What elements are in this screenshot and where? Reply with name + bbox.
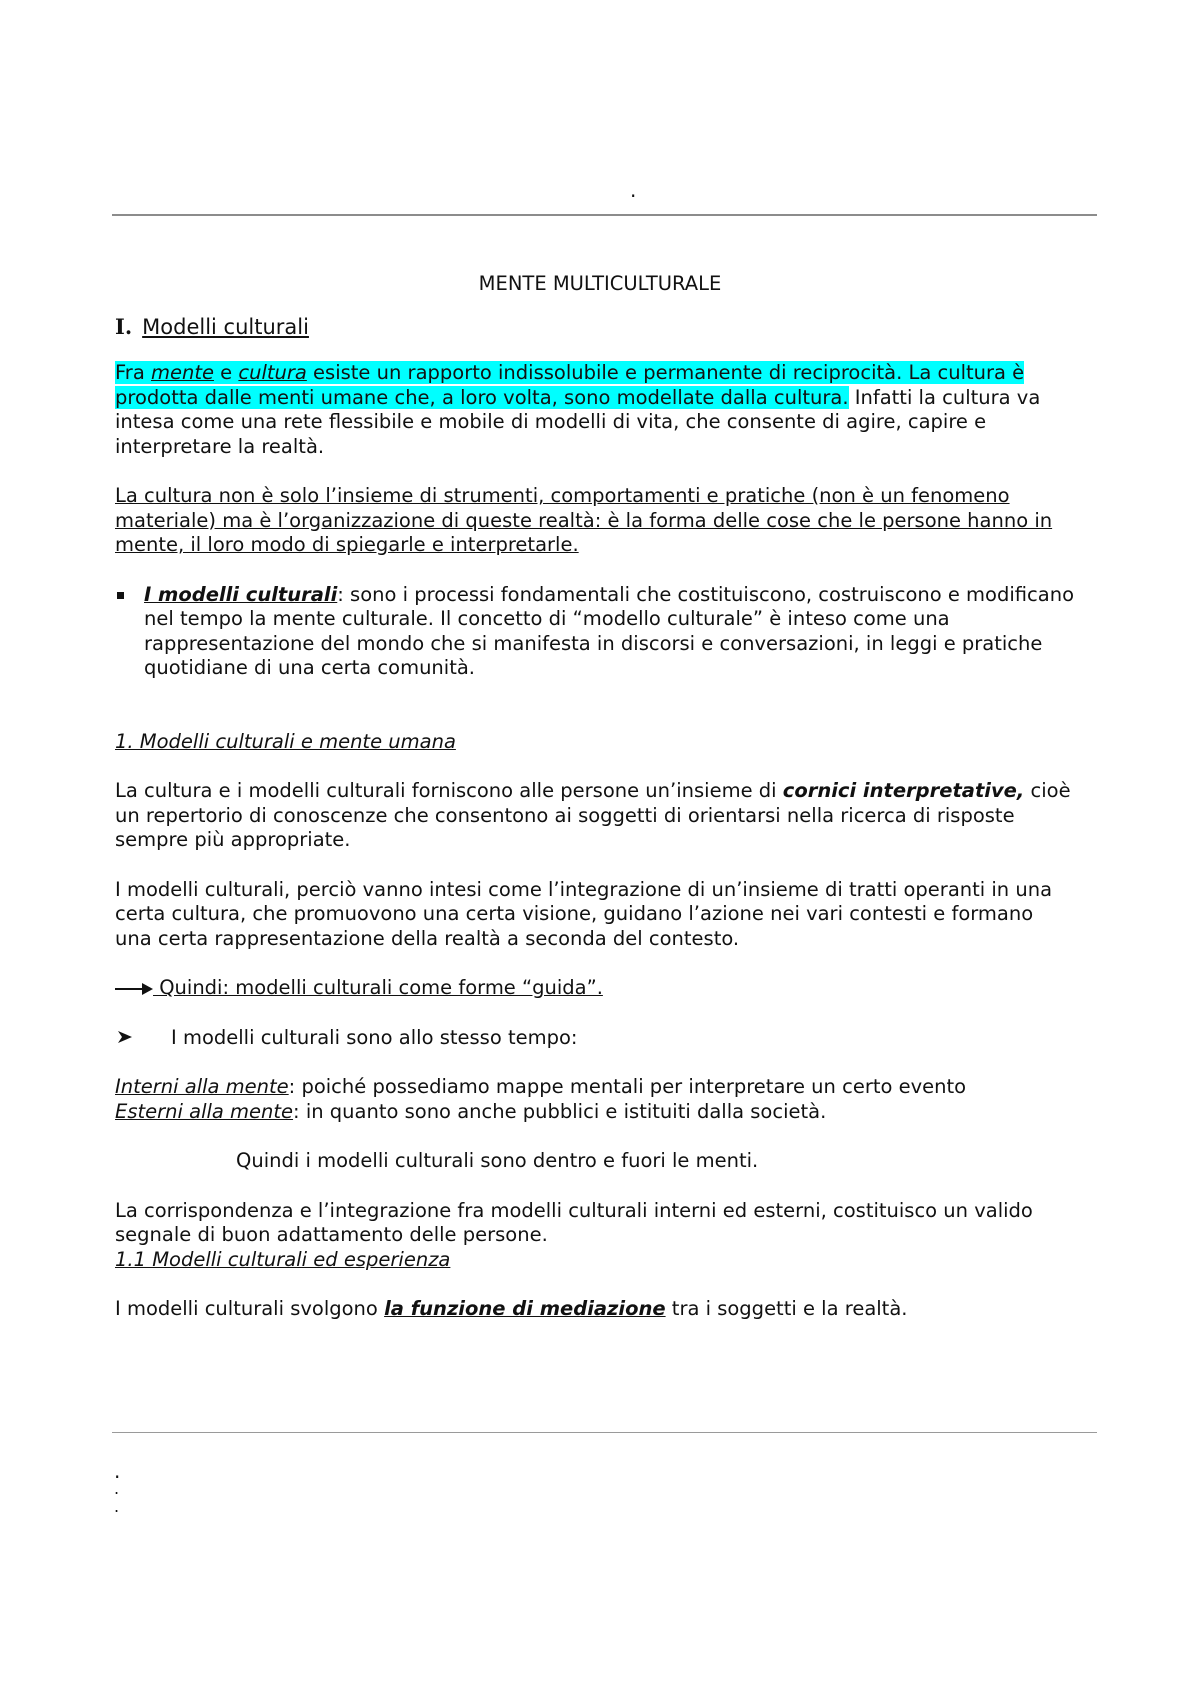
section-heading (115, 315, 1075, 340)
interni-line (115, 1075, 1075, 1100)
square-bullet-icon (117, 592, 124, 599)
bullet-text: : sono i processi fondamentali che costituiscono, costruiscono e modificano nel tempo la mente culturale. Il concetto di “modello culturale” è inteso come una rappresentazione del mondo che si manifesta in discorsi e conversazioni, in leggi e pratiche quotidiane di una certa comunità. (144, 582, 1075, 679)
text-run: tra i soggetti e la realtà. (665, 1297, 908, 1320)
term-cornici: cornici interpretative, (782, 779, 1025, 802)
esterni-text: : in quanto sono anche pubblici e istituiti dalla società. (293, 1099, 827, 1123)
document-body (115, 272, 1075, 1347)
header-rule (112, 214, 1097, 216)
paragraph-cornici (115, 779, 1075, 853)
footer-dot: . (114, 1479, 120, 1498)
arrow-line-text: Quindi: modelli culturali come forme “guida”. (153, 976, 603, 999)
paragraph-definition: La cultura non è solo l’insieme di strumenti, comportamenti e pratiche (non è un fenomeno materiale) ma è l’organizzazione di queste realtà: è la forma delle cose che le persone hanno in mente, il loro modo di spiegarle e interpretarle. (115, 484, 1053, 556)
bullet-term: I modelli culturali (144, 582, 338, 606)
text-run: I modelli culturali svolgono (115, 1297, 385, 1320)
quindi-line: Quindi i modelli culturali sono dentro e fuori le menti. (236, 1149, 759, 1172)
interni-text: : poiché possediamo mappe mentali per interpretare un certo evento (288, 1075, 967, 1098)
paragraph-corrispondenza: La corrispondenza e l’integrazione fra modelli culturali interni ed esterni, costituisco un valido segnale di buon adattamento delle persone. (115, 1198, 1033, 1246)
paragraph-mediazione (115, 1297, 1075, 1322)
text-run: e (213, 361, 239, 384)
text-run: La cultura e i modelli culturali forniscono alle persone un’insieme di (115, 779, 783, 802)
paragraph-intro (115, 361, 1075, 459)
interni-label: Interni alla mente (115, 1075, 289, 1098)
esterni-line (115, 1100, 1075, 1125)
term-mente: mente (150, 361, 214, 384)
footer-rule (112, 1432, 1097, 1433)
footer-dots (114, 1459, 121, 1516)
chevron-right-icon (117, 1026, 133, 1048)
section-number: I. (115, 313, 133, 339)
text-run: cioè un repertorio di conoscenze che consentono ai soggetti di orientarsi nella ricerca di risposte sempre più appropriate. (115, 779, 1071, 851)
document-title: MENTE MULTICULTURALE (478, 272, 722, 295)
list-item (115, 583, 1075, 681)
header-dot: . (630, 178, 637, 202)
subsection-heading: 1. Modelli culturali e mente umana (115, 729, 456, 753)
footer-dot: . (114, 1497, 120, 1516)
subsection-heading-1-1: 1.1 Modelli culturali ed esperienza (115, 1247, 451, 1271)
term-cultura: cultura (238, 361, 307, 384)
text-run: esiste un rapporto indissolubile e permanente di reciprocità. La cultura è prodotta dalle menti umane che, a loro volta, sono modellate dalla cultura. (115, 361, 1025, 409)
footer-dot: . (114, 1459, 121, 1483)
esterni-label: Esterni alla mente (115, 1099, 294, 1123)
chevron-list-item (115, 1026, 1075, 1051)
term-mediazione: la funzione di mediazione (384, 1297, 666, 1320)
text-run: Infatti la cultura va (848, 385, 1041, 409)
paragraph-integrazione: I modelli culturali, perciò vanno intesi come l’integrazione di un’insieme di tratti operanti in una certa cultura, che promuovono una certa visione, guidano l’azione nei vari contesti e formano una certa rappresentazione della realtà a seconda del contesto. (115, 877, 1053, 950)
right-arrow-icon (115, 982, 153, 996)
arrow-line (115, 976, 1075, 1001)
section-title: Modelli culturali (142, 314, 309, 339)
chevron-line-text: I modelli culturali sono allo stesso tempo: (171, 1025, 578, 1049)
text-run: Fra (115, 361, 151, 384)
text-run: intesa come una rete flessibile e mobile di modelli di vita, che consente di agire, capire e interpretare la realtà. (115, 410, 987, 458)
